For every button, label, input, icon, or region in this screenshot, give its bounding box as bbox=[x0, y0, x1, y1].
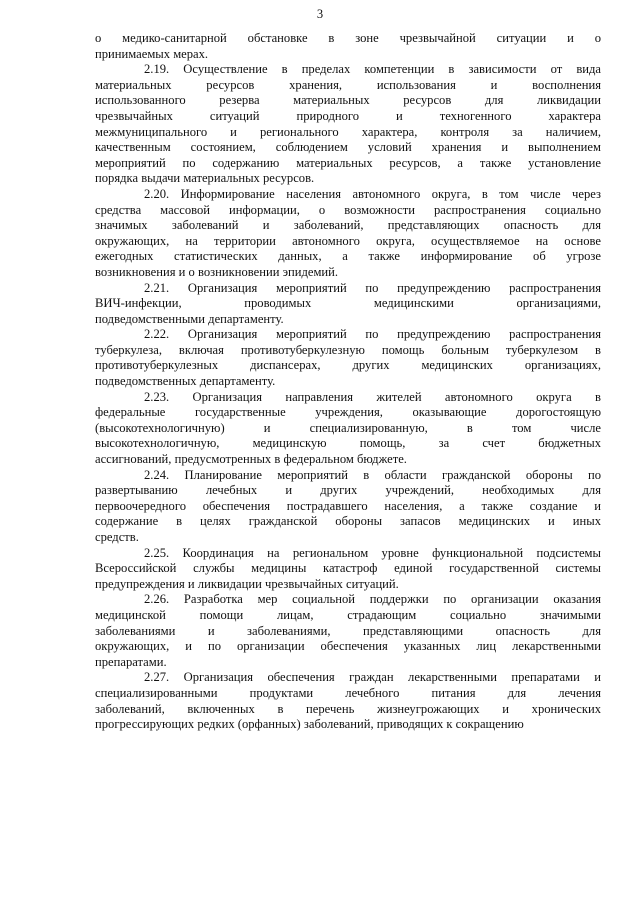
text-line: Всероссийской службы медицины катастроф единой государственной системы bbox=[95, 561, 601, 576]
text-line: 2.20. Информирование населения автономного округа, в том числе через bbox=[144, 186, 601, 201]
text-line: возникновения и о возникновении эпидемий. bbox=[95, 264, 339, 279]
text-line: ассигнований, предусмотренных в федеральном бюджете. bbox=[95, 452, 407, 467]
paragraph-2-25 bbox=[95, 546, 601, 593]
text-line: использованного резерва материальных ресурсов для ликвидации bbox=[95, 93, 601, 108]
text-line: подведомственными департаменту. bbox=[95, 311, 284, 326]
document-body bbox=[95, 31, 601, 733]
text-line: средств. bbox=[95, 530, 139, 544]
text-line: заболеваниями и заболеваниями, представляющими опасность для bbox=[95, 623, 601, 638]
paragraph-2-20 bbox=[95, 187, 601, 281]
text-line: содержание в целях гражданской обороны запасов медицинских и иных bbox=[95, 514, 601, 529]
text-line: специализированными продуктами лечебного питания для лечения bbox=[95, 685, 601, 700]
text-line: (высокотехнологичную) и специализированную, в том числе bbox=[95, 420, 601, 435]
text-line: препаратами. bbox=[95, 654, 167, 669]
text-line: подведомственных департаменту. bbox=[95, 374, 276, 389]
text-line: принимаемых мерах. bbox=[95, 46, 209, 61]
text-line: первоочередного обеспечения пострадавшего населения, а также создание и bbox=[95, 498, 601, 513]
text-line: предупреждения и ликвидации чрезвычайных ситуаций. bbox=[95, 576, 399, 591]
paragraph-2-21 bbox=[95, 281, 601, 328]
text-line: чрезвычайных ситуаций природного и техногенного характера bbox=[95, 108, 601, 123]
text-line: прогрессирующих редких (орфанных) заболеваний, приводящих к сокращению bbox=[95, 717, 524, 732]
text-line: туберкулеза, включая противотуберкулезную помощь больным туберкулезом в bbox=[95, 342, 601, 357]
paragraph-2-27 bbox=[95, 670, 601, 732]
text-line: медицинской помощи лицам, страдающим социально значимыми bbox=[95, 607, 601, 622]
text-line: заболеваний, включенных в перечень жизнеугрожающих и хронических bbox=[95, 701, 601, 716]
text-line: средства массовой информации, о возможности распространения социально bbox=[95, 202, 601, 217]
text-line: значимых заболеваний и заболеваний, представляющих опасность для bbox=[95, 218, 601, 233]
text-line: 2.27. Организация обеспечения граждан лекарственными препаратами и bbox=[144, 670, 601, 685]
page-number: 3 bbox=[316, 7, 324, 21]
text-line: высокотехнологичную, медицинскую помощь, за счет бюджетных bbox=[95, 436, 601, 451]
text-line: материальных ресурсов хранения, использования и восполнения bbox=[95, 77, 601, 92]
paragraph-continuation bbox=[95, 31, 601, 62]
text-line: окружающих, и по организации обеспечения указанных лиц лекарственными bbox=[95, 639, 601, 654]
text-line: окружающих, на территории автономного округа, осуществляемое на основе bbox=[95, 233, 601, 248]
paragraph-2-22 bbox=[95, 327, 601, 389]
text-line: мероприятий по содержанию материальных ресурсов, а также установление bbox=[95, 155, 601, 170]
text-line: федеральные государственные учреждения, оказывающие дорогостоящую bbox=[95, 405, 601, 420]
text-line: ежегодных статистических данных, а также информирование об угрозе bbox=[95, 249, 601, 264]
text-line: 2.22. Организация мероприятий по предупреждению распространения bbox=[144, 327, 601, 342]
text-line: 2.21. Организация мероприятий по предупреждению распространения bbox=[144, 280, 601, 295]
paragraph-2-19 bbox=[95, 62, 601, 187]
paragraph-2-23 bbox=[95, 390, 601, 468]
text-line: качественным состоянием, соблюдением условий хранения и выполнением bbox=[95, 140, 601, 155]
text-line: о медико-санитарной обстановке в зоне чрезвычайной ситуации и о bbox=[95, 31, 601, 45]
text-line: противотуберкулезных диспансерах, других медицинских организациях, bbox=[95, 358, 601, 373]
text-line: 2.23. Организация направления жителей автономного округа в bbox=[144, 389, 601, 404]
text-line: 2.24. Планирование мероприятий в области гражданской обороны по bbox=[144, 467, 601, 482]
text-line: порядка выдачи материальных ресурсов. bbox=[95, 171, 315, 186]
text-line: развертыванию лечебных и других учреждений, необходимых для bbox=[95, 483, 601, 498]
text-line: 2.25. Координация на региональном уровне функциональной подсистемы bbox=[144, 545, 601, 560]
paragraph-2-24 bbox=[95, 468, 601, 546]
paragraph-2-26 bbox=[95, 592, 601, 670]
text-line: 2.26. Разработка мер социальной поддержки по организации оказания bbox=[144, 592, 601, 607]
text-line: 2.19. Осуществление в пределах компетенции в зависимости от вида bbox=[144, 62, 601, 77]
text-line: ВИЧ-инфекции, проводимых медицинскими организациями, bbox=[95, 296, 601, 311]
text-line: межмуниципального и регионального характера, контроля за наличием, bbox=[95, 124, 601, 139]
